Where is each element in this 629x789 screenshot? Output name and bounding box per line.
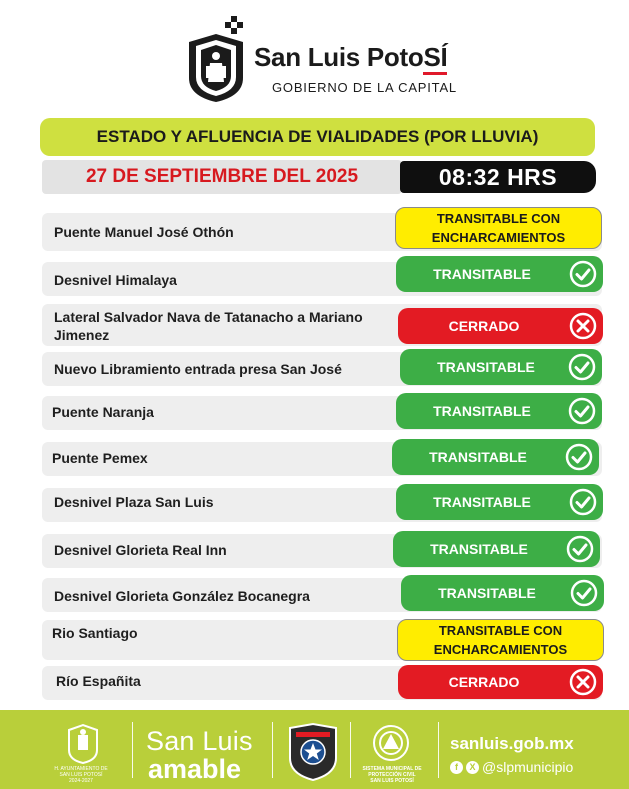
report-title: ESTADO Y AFLUENCIA DE VIALIDADES (POR LLUVIA) (40, 118, 595, 156)
status-badge-open: TRANSITABLE (396, 484, 603, 520)
brand-san-luis: San Luis (146, 726, 253, 756)
civil-protection-label: SISTEMA MUNICIPAL DE PROTECCIÓN CIVIL SAN LUIS POTOSÍ (362, 766, 422, 784)
report-date: 27 DE SEPTIEMBRE DEL 2025 (42, 160, 402, 194)
road-name: Desnivel Glorieta Real Inn (54, 542, 227, 558)
road-name: Desnivel Glorieta González Bocanegra (54, 588, 310, 604)
social-handle: @slpmunicipio (482, 759, 574, 775)
x-icon[interactable]: X (466, 761, 479, 774)
check-circle-icon (566, 535, 594, 563)
status-badge-flooded: TRANSITABLE CON ENCHARCAMIENTOS (395, 207, 602, 249)
website-link[interactable]: sanluis.gob.mx (450, 734, 574, 753)
x-circle-icon (569, 312, 597, 340)
road-name: Nuevo Libramiento entrada presa San José (54, 361, 342, 377)
road-name: Puente Pemex (52, 450, 148, 466)
road-name: Lateral Salvador Nava de Tatanacho a Mariano Jimenez (54, 309, 363, 343)
footer (0, 710, 629, 789)
social-handle-row[interactable] (450, 759, 573, 775)
status-badge-open: TRANSITABLE (400, 349, 602, 385)
civil-protection-icon (372, 724, 410, 762)
road-name: Río Españita (56, 673, 141, 689)
footer-divider (350, 722, 351, 778)
road-name: Puente Manuel José Othón (54, 224, 234, 240)
road-name: Desnivel Plaza San Luis (54, 494, 214, 510)
status-badge-flooded: TRANSITABLE CON ENCHARCAMIENTOS (397, 619, 604, 661)
check-circle-icon (570, 579, 598, 607)
government-subtitle: GOBIERNO DE LA CAPITAL (272, 80, 457, 95)
status-badge-open: TRANSITABLE (401, 575, 604, 611)
ayuntamiento-label: H. AYUNTAMIENTO DE SAN LUIS POTOSÍ 2024-2027 (54, 766, 108, 784)
status-badge-open: TRANSITABLE (396, 256, 603, 292)
footer-divider (132, 722, 133, 778)
ayuntamiento-shield-icon (66, 722, 100, 764)
status-badge-closed: CERRADO (398, 665, 603, 699)
check-circle-icon (565, 443, 593, 471)
road-name: Desnivel Himalaya (54, 272, 177, 288)
city-name: San Luis PotoSÍ (254, 42, 447, 73)
status-badge-open: TRANSITABLE (392, 439, 599, 475)
road-name: Rio Santiago (52, 625, 138, 641)
report-time: 08:32 HRS (400, 161, 596, 193)
brand-amable: amable (148, 754, 242, 784)
check-circle-icon (569, 260, 597, 288)
check-circle-icon (568, 353, 596, 381)
police-badge-icon (286, 722, 340, 782)
status-badge-closed: CERRADO (398, 308, 603, 344)
footer-divider (438, 722, 439, 778)
footer-divider (272, 722, 273, 778)
check-circle-icon (569, 488, 597, 516)
road-name: Puente Naranja (52, 404, 154, 420)
check-circle-icon (568, 397, 596, 425)
facebook-icon[interactable]: f (450, 761, 463, 774)
status-badge-open: TRANSITABLE (396, 393, 602, 429)
x-circle-icon (569, 668, 597, 696)
status-badge-open: TRANSITABLE (393, 531, 600, 567)
